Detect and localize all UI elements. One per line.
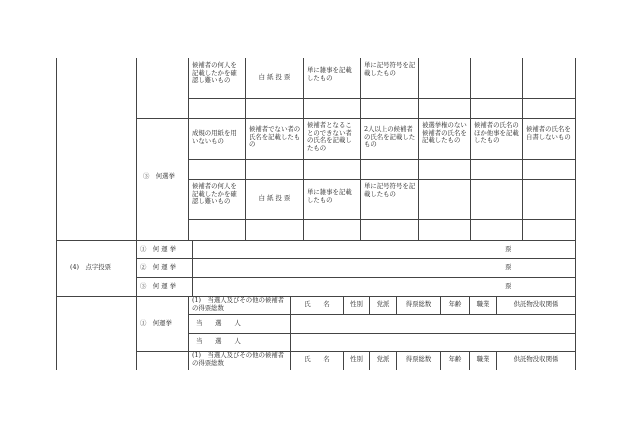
cell-text: 候補者の何人を記載したかを確認し難いもの — [192, 61, 237, 85]
cell-text: 白 紙 投 票 — [258, 73, 291, 81]
rule — [188, 179, 576, 180]
rule — [522, 58, 523, 240]
cell-text: 単に雑事を記載したもの — [307, 66, 352, 82]
rule — [360, 58, 361, 240]
rule — [245, 58, 246, 240]
section-title: (4) 点字投票 — [70, 263, 112, 271]
cell-text: 単に記号符号を記載したもの — [364, 61, 416, 77]
rule — [418, 58, 419, 240]
rule — [188, 159, 576, 160]
cell-text: 候補者となることのできない者の氏名を記載したもの — [307, 121, 352, 152]
col-header-name: 氏 名 — [304, 300, 330, 308]
col-header-age: 年齢 — [448, 355, 462, 363]
rule — [56, 240, 57, 296]
cell-text: 白 紙 投 票 — [258, 194, 291, 202]
rule — [575, 58, 576, 240]
unit-label: 票 — [505, 263, 512, 271]
cell-text: 候補者の何人を記載したかを確認し難いもの — [192, 182, 237, 206]
rule — [188, 58, 189, 240]
rule — [56, 240, 576, 241]
elected-label: 当 選 人 — [196, 337, 241, 345]
col-header-gender: 性別 — [350, 300, 363, 308]
col-header-party: 党派 — [376, 300, 390, 308]
row-label: ③ 何 運 挙 — [140, 282, 177, 290]
row-label: ② 何 運 挙 — [140, 263, 177, 271]
rule — [192, 240, 193, 296]
rule — [136, 58, 137, 240]
item-label: ① 何運挙 — [140, 319, 172, 327]
elected-label: 当 選 人 — [196, 319, 241, 327]
col-header-gender: 性別 — [350, 355, 363, 363]
votes-label: (1) 当選人及びその他の候補者の得票総数 — [192, 296, 285, 312]
col-header-deposit: 供託物没収関係 — [513, 300, 559, 308]
row-label: ① 何 運 挙 — [140, 245, 177, 253]
col-header-party: 党派 — [376, 355, 390, 363]
rule — [136, 240, 137, 296]
rule — [136, 118, 576, 119]
votes-label: (1) 当選人及びその他の候補者の得票総数 — [192, 351, 285, 367]
rule — [136, 296, 137, 370]
rule — [470, 58, 471, 240]
unit-label: 票 — [505, 282, 512, 290]
col-header-votes: 得票総数 — [405, 355, 432, 363]
cell-text: 候補者の氏名のほか他事を記載したもの — [474, 121, 519, 145]
rule — [188, 314, 576, 315]
cell-text: 成規の用紙を用いないもの — [192, 129, 237, 145]
rule — [56, 58, 57, 240]
rule — [56, 296, 57, 370]
col-header-occupation: 職業 — [476, 355, 490, 363]
col-header-deposit: 供託物没収関係 — [513, 355, 559, 363]
cell-text: 2人以上の候補者の氏名を記載したもの — [364, 125, 416, 149]
rule — [188, 333, 576, 334]
col-header-name: 氏 名 — [304, 355, 330, 363]
rule — [56, 296, 576, 297]
col-header-occupation: 職業 — [476, 300, 490, 308]
cell-text: 被選挙権のない候補者の氏名を記載したもの — [422, 121, 467, 145]
cell-text: 単に記号符号を記載したもの — [364, 182, 416, 198]
cell-text: 候補者の氏名を自書しないもの — [526, 125, 571, 141]
col-header-age: 年齢 — [448, 300, 462, 308]
rule — [188, 219, 576, 220]
unit-label: 票 — [505, 245, 512, 253]
item-label: ③ 何選挙 — [143, 172, 175, 180]
rule — [136, 258, 576, 259]
rule — [575, 240, 576, 296]
rule — [188, 98, 576, 99]
cell-text: 単に雑事を記載したもの — [307, 188, 352, 204]
cell-text: 候補者でない者の氏名を記載したもの — [249, 125, 301, 149]
rule — [136, 277, 576, 278]
rule — [303, 58, 304, 240]
col-header-votes: 得票総数 — [405, 300, 432, 308]
